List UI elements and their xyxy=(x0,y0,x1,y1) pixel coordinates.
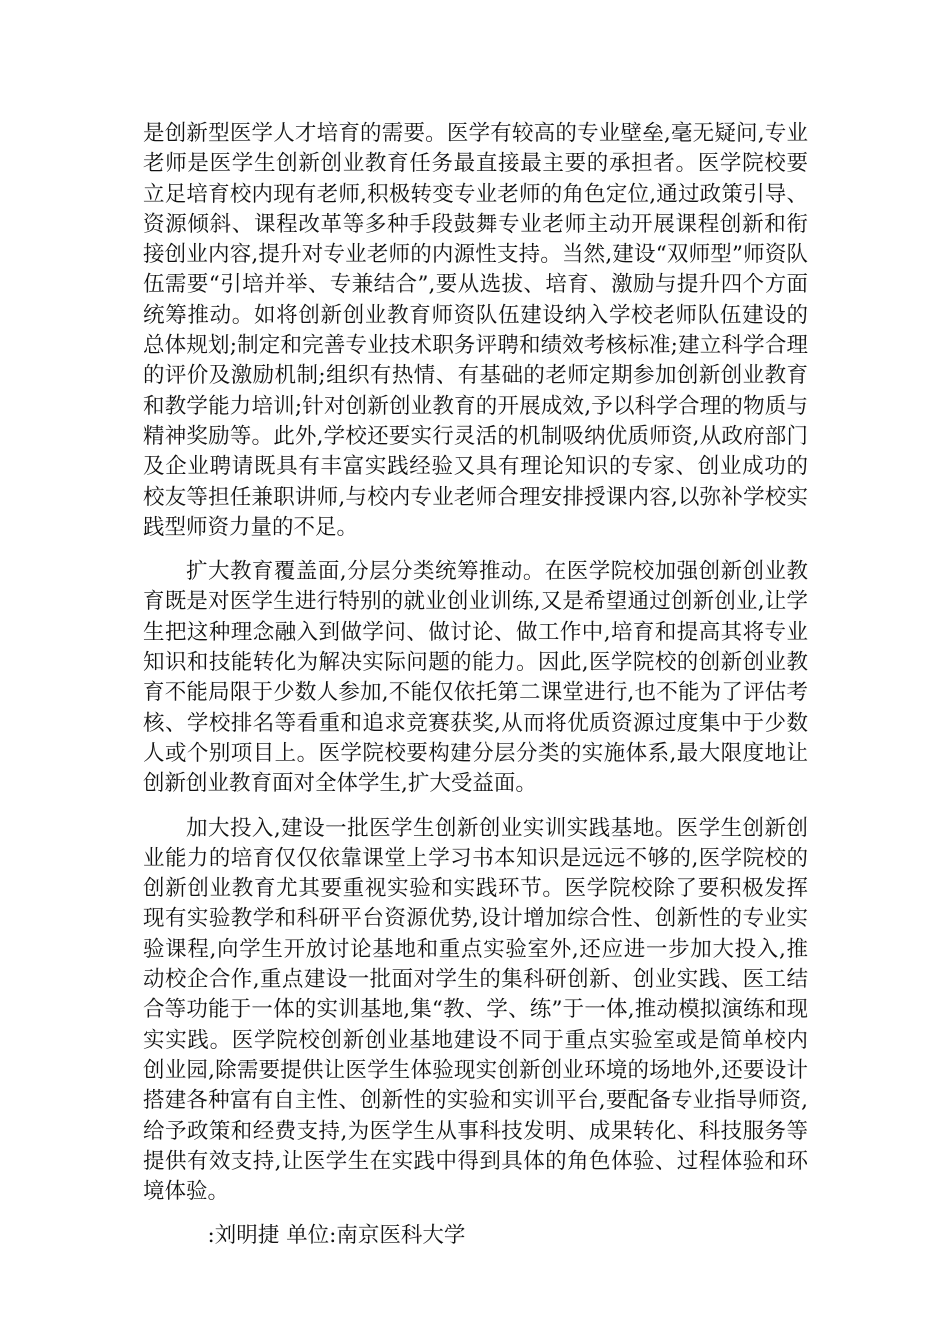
paragraph-education-coverage: 扩大教育覆盖面,分层分类统筹推动。在医学院校加强创新创业教育既是对医学生进行特别的就业创业训练,又是希望通过创新创业,让学生把这种理念融入到做学问、做讨论、做工作中,培育和提高其将专业知识和技能转化为解决实际问题的能力。因此,医学院校的创新创业教育不能局限于少数人参加,不能仅依托第二课堂进行,也不能为了评估考核、学校排名等看重和追求竞赛获奖,从而将优质资源过度集中于少数人或个别项目上。医学院校要构建分层分类的实施体系,最大限度地让创新创业教育面对全体学生,扩大受益面。 xyxy=(143,559,808,797)
document-body xyxy=(143,119,808,1252)
author-affiliation: :刘明捷 单位:南京医科大学 xyxy=(207,1223,466,1249)
paragraph-faculty-team: 是创新型医学人才培育的需要。医学有较高的专业壁垒,毫无疑问,专业老师是医学生创新创业教育任务最直接最主要的承担者。医学院校要立足培育校内现有老师,积极转变专业老师的角色定位,通过政策引导、资源倾斜、课程改革等多种手段鼓舞专业老师主动开展课程创新和衔接创业内容,提升对专业老师的内源性支持。当然,建设“双师型”师资队伍需要“引培并举、专兼结合”,要从选拔、培育、激励与提升四个方面统筹推动。如将创新创业教育师资队伍建设纳入学校老师队伍建设的总体规划;制定和完善专业技术职务评聘和绩效考核标准;建立科学合理的评价及激励机制;组织有热情、有基础的老师定期参加创新创业教育和教学能力培训;针对创新创业教育的开展成效,予以科学合理的物质与精神奖励等。此外,学校还要实行灵活的机制吸纳优质师资,从政府部门及企业聘请既具有丰富实践经验又具有理论知识的专家、创业成功的校友等担任兼职讲师,与校内专业老师合理安排授课内容,以弥补学校实践型师资力量的不足。 xyxy=(143,121,808,540)
paragraph-training-base: 加大投入,建设一批医学生创新创业实训实践基地。医学生创新创业能力的培育仅仅依靠课堂上学习书本知识是远远不够的,医学院校的创新创业教育尤其要重视实验和实践环节。医学院校除了要积极发挥现有实验教学和科研平台资源优势,设计增加综合性、创新性的专业实验课程,向学生开放讨论基地和重点实验室外,还应进一步加大投入,推动校企合作,重点建设一批面对学生的集科研创新、创业实践、医工结合等功能于一体的实训基地,集“教、学、练”于一体,推动模拟演练和现实实践。医学院校创新创业基地建设不同于重点实验室或是简单校内创业园,除需要提供让医学生体验现实创新创业环境的场地外,还要设计搭建各种富有自主性、创新性的实验和实训平台,要配备专业指导师资,给予政策和经费支持,为医学生从事科技发明、成果转化、科技服务等提供有效支持,让医学生在实践中得到具体的角色体验、过程体验和环境体验。 xyxy=(143,815,808,1205)
